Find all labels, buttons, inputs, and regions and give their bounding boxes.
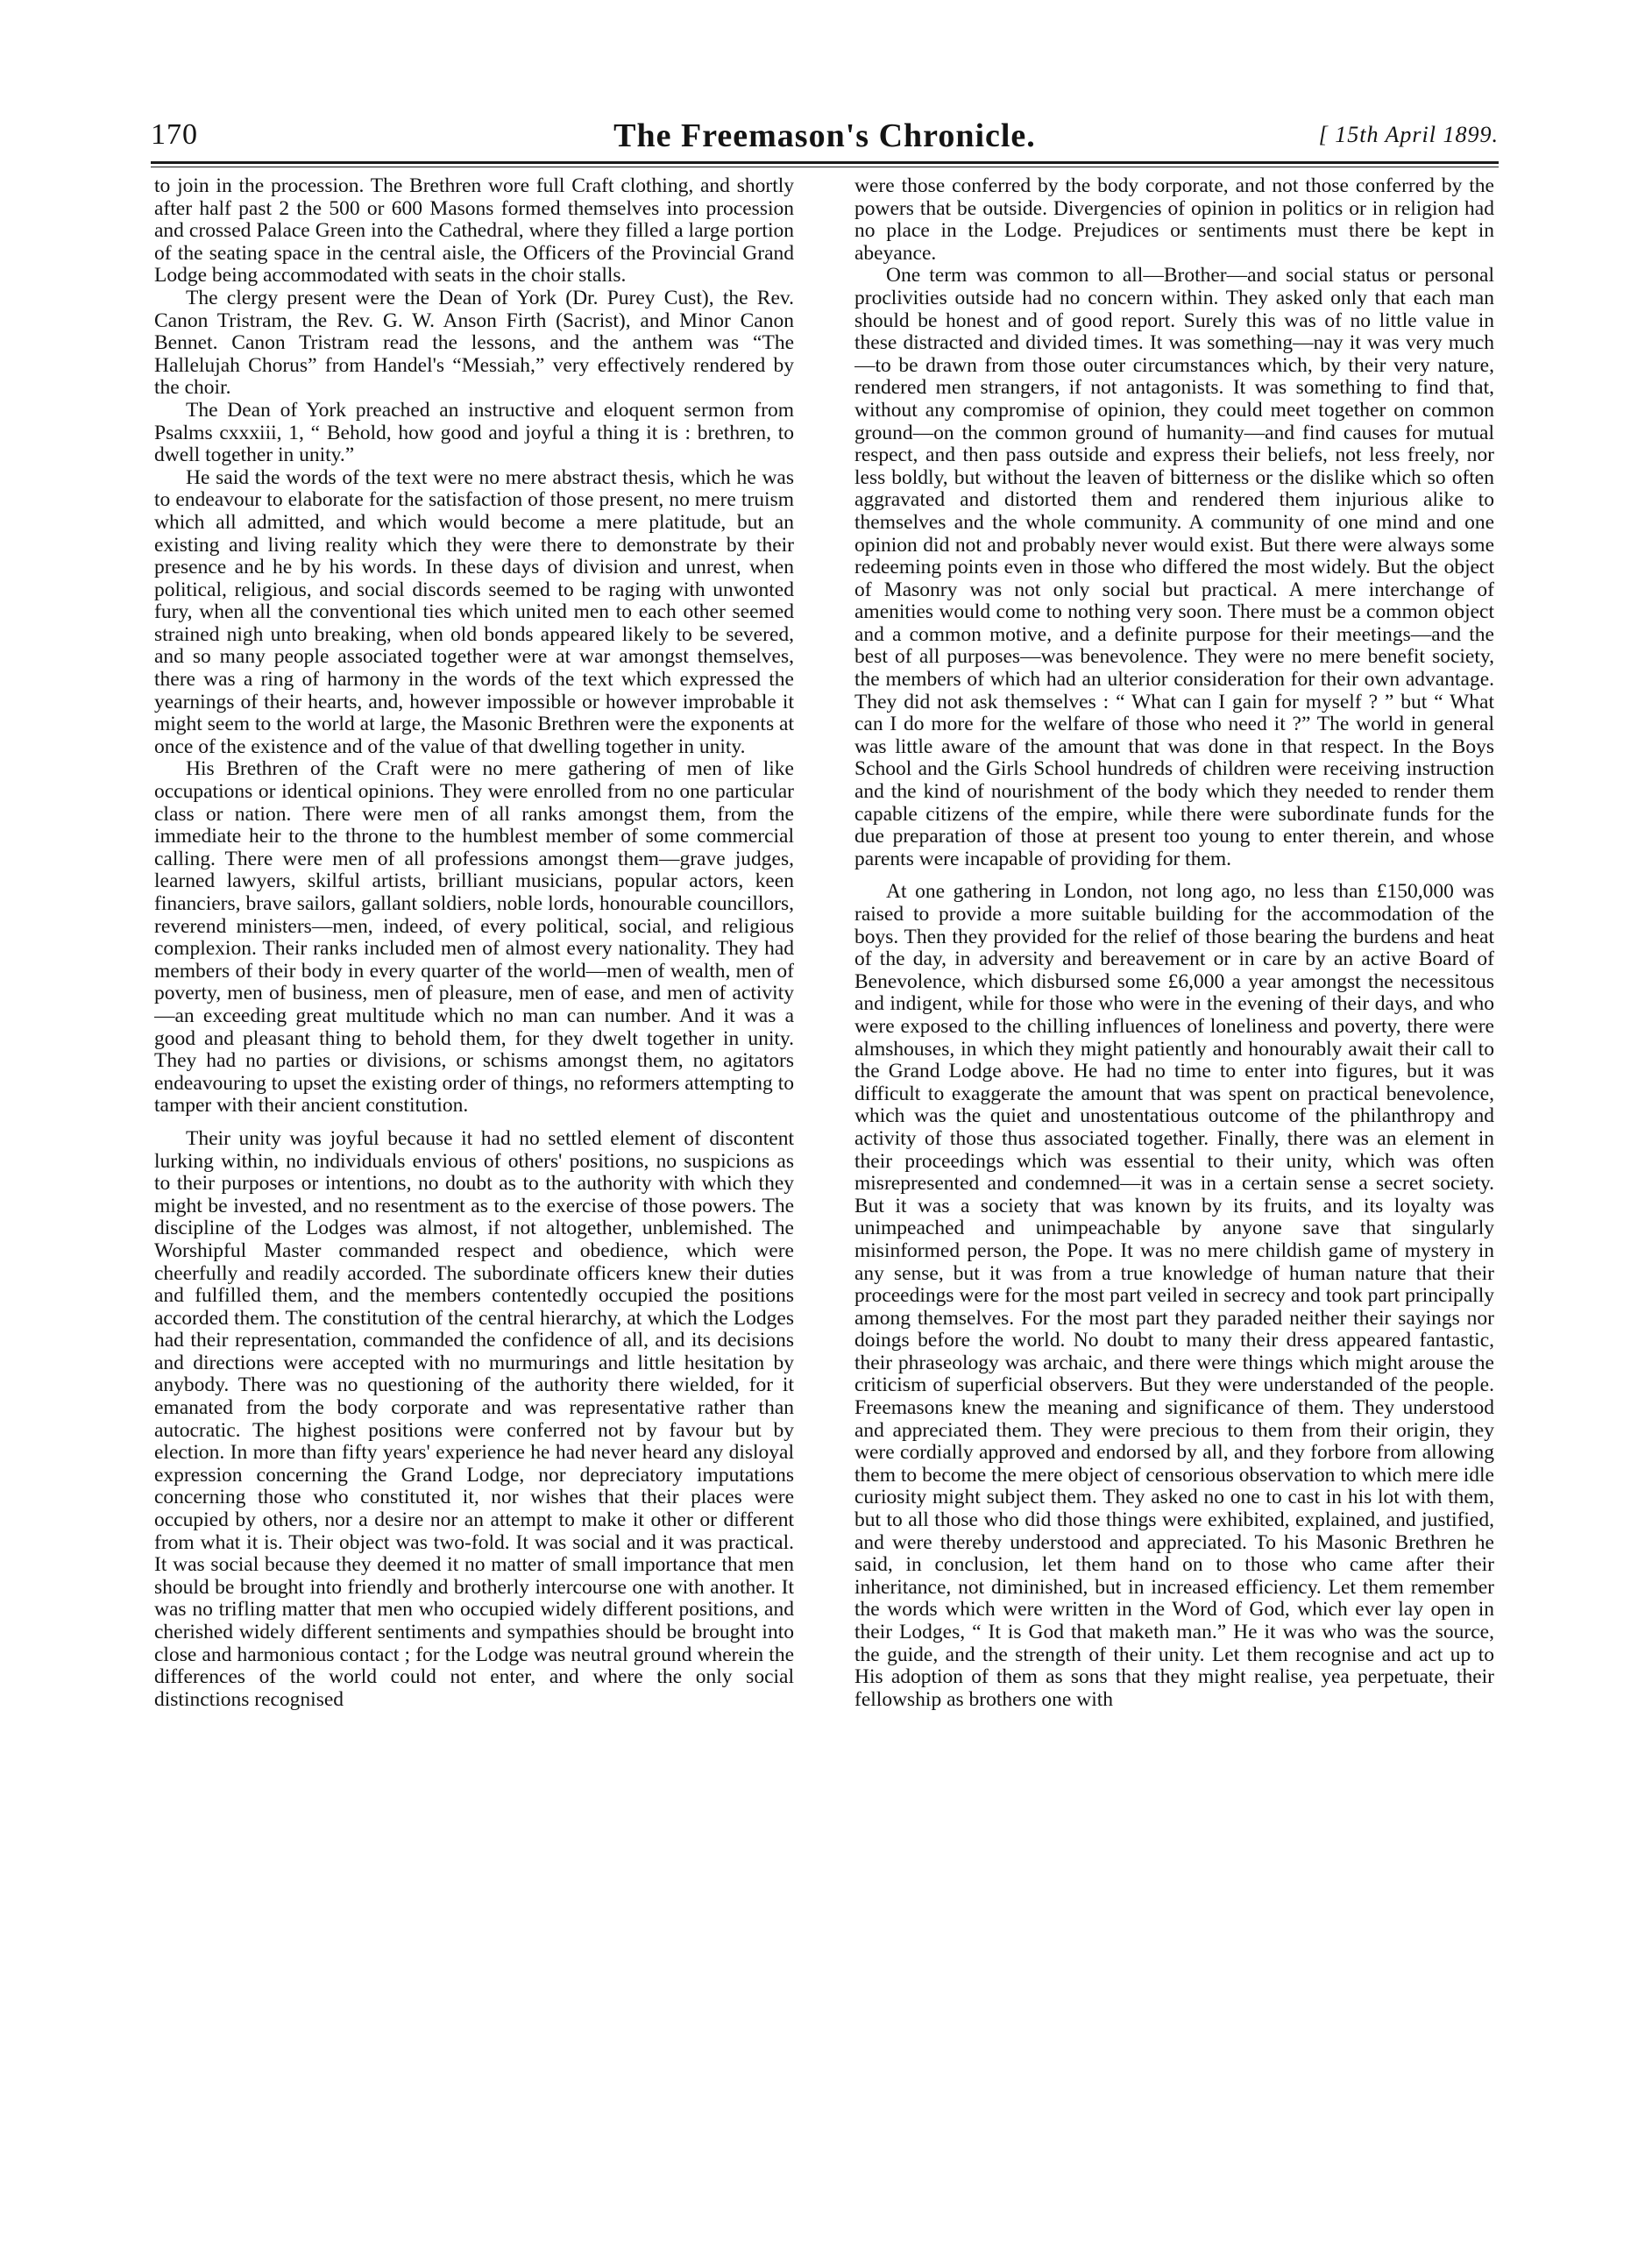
issue-date: [ 15th April 1899.	[1318, 122, 1499, 147]
paragraph: Their unity was joyful because it had no settled element of discontent lurking within, no individuals envious of others' positions, no suspicions as to their purposes or intentions, no doubt as to the authority with which they might be invested, and no resentment as to the exercise of those powers. The discipline of the Lodges was almost, if not altogether, unblemished. The Worshipful Master commanded respect and obedience, which were cheerfully and readily accorded. The subordinate officers knew their duties and fulfilled them, and the members contentedly occupied the positions accorded them. The constitution of the central hierarchy, at which the Lodges had their representation, commanded the confidence of all, and its decisions and directions were accepted with no murmurings and little hesitation by anybody. There was no questioning of the authority there wielded, for it emanated from the body corporate and was representative rather than autocratic. The highest positions were conferred not by favour but by election. In more than fifty years' experience he had never heard any disloyal expression concerning the Grand Lodge, nor depreciatory imputations concerning those who constituted it, nor wishes that their places were occupied by others, nor a desire nor an attempt to make it other or different from what it is. Their object was two-fold. It was social and it was practical. It was social because they deemed it no matter of small importance that men should be brought into friendly and brotherly intercourse one with another. It was no trifling matter that men who occupied widely different positions, and cherished widely different sentiments and sympathies should be brought into close and harmonious contact ; for the Lodge was neutral ground wherein the differences of the world could not enter, and where the only social distinctions recognised	[154, 1126, 794, 1711]
page-header	[151, 118, 1499, 159]
paragraph: The Dean of York preached an instructive and eloquent sermon from Psalms cxxxiii, 1, “ Behold, how good and joyful a thing it is : brethren, to dwell together in unity.”	[154, 398, 794, 467]
paragraph: The clergy present were the Dean of York (Dr. Purey Cust), the Rev. Canon Tristram, the Rev. G. W. Anson Firth (Sacrist), and Minor Canon Bennet. Canon Tristram read the lessons, and the anthem was “The Hallelujah Chorus” from Handel's “Messiah,” very effectively rendered by the choir.	[154, 286, 794, 400]
paragraph: His Brethren of the Craft were no mere gathering of men of like occupations or identical opinions. They were enrolled from no one particular class or nation. There were men of all ranks amongst them, from the immediate heir to the throne to the humblest member of some commercial calling. There were men of all professions amongst them—grave judges, learned lawyers, skilful artists, brilliant musicians, popular actors, keen financiers, brave sailors, gallant soldiers, noble lords, honourable councillors, reverend ministers—men, indeed, of every political, social, and religious complexion. Their ranks included men of almost every nationality. They had members of their body in every quarter of the world—men of wealth, men of poverty, men of business, men of pleasure, men of ease, and men of activity—an exceeding great multitude which no man can number. And it was a good and pleasant thing to behold them, for they dwelt together in unity. They had no parties or divisions, or schisms amongst them, no agitators endeavouring to upset the existing order of things, no reformers attempting to tamper with their ancient constitution.	[154, 757, 794, 1118]
paragraph: One term was common to all—Brother—and social status or personal proclivities outside had no concern within. They asked only that each man should be honest and of good report. Surely this was of no little value in these distracted and divided times. It was something—nay it was very much—to be drawn from those outer circumstances which, by their very nature, rendered men strangers, if not antagonists. It was something to find that, without any compromise of opinion, they could meet together on common ground—on the common ground of humanity—and find causes for mutual respect, and then pass outside and express their beliefs, not less freely, nor less boldly, but without the leaven of bitterness or the dislike which so often aggravated and distorted them and rendered them injurious alike to themselves and the whole community. A community of one mind and one opinion did not and probably never would exist. But there were always some redeeming points even in those who differed the most widely. But the object of Masonry was not only social but practical. A mere interchange of amenities would come to nothing very soon. There must be a common object and a common motive, and a definite purpose for their meetings—and the best of all purposes—was benevolence. They were no mere benefit society, the members of which had an ulterior consideration for their own advantage. They did not ask themselves : “ What can I gain for myself ? ” but “ What can I do more for the welfare of those who need it ?” The world in general was little aware of the amount that was done in that respect. In the Boys School and the Girls School hundreds of children were receiving instruction and the kind of nourishment of the body which they needed to render them capable citizens of the empire, while there were subordinate funds for the due preparation of those at present too young to enter therein, and whose parents were incapable of providing for them.	[854, 264, 1494, 870]
header-rule	[151, 161, 1499, 164]
paragraph: At one gathering in London, not long ago, no less than £150,000 was raised to provide a more suitable building for the accommodation of the boys. Then they provided for the relief of those bearing the burdens and heat of the day, in adversity and bereavement or in care by an active Board of Benevolence, which disbursed some £6,000 a year amongst the necessitous and indigent, while for those who were in the evening of their days, and who were exposed to the chilling influences of loneliness and poverty, there were almshouses, in which they might patiently and honourably await their call to the Grand Lodge above. He had no time to enter into figures, but it was difficult to exaggerate the amount that was spent on practical benevolence, which was the quiet and unostentatious outcome of the philanthropy and activity of those thus associated together. Finally, there was an element in their proceedings which was essential to their unity, which was often misrepresented and condemned—it was in a certain sense a secret society. But it was a society that was known by its fruits, and its loyalty was unimpeached and unimpeachable by anyone save that singularly misinformed person, the Pope. It was no mere childish game of mystery in any sense, but it was from a true knowledge of human nature that their proceedings were for the most part veiled in secrecy and took part principally among themselves. For the most part they paraded neither their sayings nor doings before the world. No doubt to many their dress appeared fantastic, their phraseology was archaic, and there were things which might arouse the criticism of superficial observers. But they were understanded of the people. Freemasons knew the meaning and significance of them. They understood and appreciated them. They were precious to them from their origin, they were cordially approved and endorsed by all, and they forbore from allowing them to become the mere object of censorious observation to which mere idle curiosity might subject them. They asked no one to cast in his lot with them, but to all those who did those things were exhibited, explained, and justified, and were thereby understood and appreciated. To his Masonic Brethren he said, in conclusion, let them hand on to those who came after their inheritance, not diminished, but in increased efficiency. Let them remember the words which were written in the Word of God, which ever lay open in their Lodges, “ It is God that maketh man.” He it was who was the source, the guide, and the strength of their unity. Let them recognise and act up to His adoption of them as sons that they might realise, yea perpetuate, their fellowship as brothers one with	[854, 880, 1494, 1711]
page-number: 170	[151, 118, 198, 151]
paragraph: He said the words of the text were no mere abstract thesis, which he was to endeavour to elaborate for the satisfaction of those present, no mere truism which all admitted, and which would become a mere platitude, but an existing and living reality which they were there to demonstrate by their presence and he by his words. In these days of division and unrest, when political, religious, and social discords seemed to be raging with unwonted fury, when all the conventional ties which united men to each other seemed strained nigh unto breaking, when old bonds appeared likely to be severed, and so many people associated together were at war amongst themselves, there was a ring of harmony in the words of the text which expressed the yearnings of their hearts, and, however impossible or however improbable it might seem to the world at large, the Masonic Brethren were the exponents at once of the existence and of the value of that dwelling together in unity.	[154, 465, 794, 758]
masthead-title: The Freemason's Chronicle.	[613, 117, 1036, 154]
left-column	[154, 175, 794, 2226]
paragraph: to join in the procession. The Brethren wore full Craft clothing, and shortly after half past 2 the 500 or 600 Masons formed themselves into procession and crossed Palace Green into the Cathedral, where they filled a large portion of the seating space in the central aisle, the Officers of the Provincial Grand Lodge being accommodated with seats in the choir stalls.	[154, 175, 794, 287]
right-column	[854, 175, 1494, 2226]
paragraph: were those conferred by the body corporate, and not those conferred by the powers that be outside. Divergencies of opinion in politics or in religion had no place in the Lodge. Prejudices or sentiments must there be kept in abeyance.	[854, 175, 1494, 265]
